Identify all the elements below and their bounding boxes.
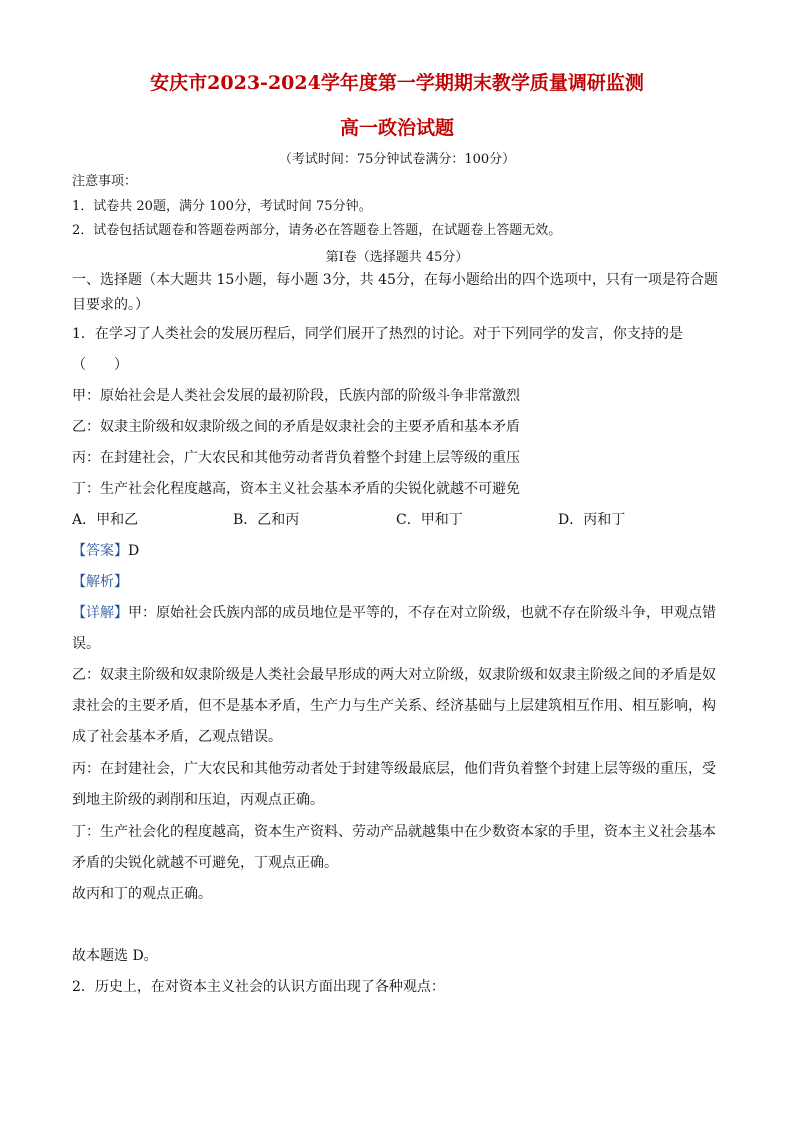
question-1-blank: （ ）: [72, 357, 128, 373]
detail-line: 矛盾的尖锐化就越不可避免，丁观点正确。: [72, 855, 338, 871]
answer-line: [72, 541, 139, 561]
answer-tag: 【答案】: [72, 543, 128, 559]
question-1-stem: 1．在学习了人类社会的发展历程后，同学们展开了热烈的讨论。对于下列同学的发言，你支持的是: [72, 326, 683, 342]
answer-value: D: [128, 543, 140, 559]
statement-yi: 乙：奴隶主阶级和奴隶阶级之间的矛盾是奴隶社会的主要矛盾和基本矛盾: [72, 419, 520, 435]
detail-text: 甲：原始社会氏族内部的成员地位是平等的，不存在对立阶级，也就不存在阶级斗争，甲观点错: [128, 605, 716, 621]
detail-tag: 【详解】: [72, 605, 128, 621]
statement-bing: 丙：在封建社会，广大农民和其他劳动者背负着整个封建上层等级的重压: [72, 450, 520, 466]
detail-line: 丁：生产社会化的程度越高，资本生产资料、劳动产品就越集中在少数资本家的手里，资本主义社会基本: [72, 824, 716, 840]
analysis-tag: 【解析】: [72, 574, 128, 590]
conclusion: 故本题选 D。: [72, 948, 158, 964]
option-c: C．甲和丁: [396, 512, 463, 528]
detail-line: 乙：奴隶主阶级和奴隶阶级是人类社会最早形成的两大对立阶级，奴隶阶级和奴隶主阶级之间的矛盾是奴: [72, 667, 716, 683]
detail-line: 误。: [72, 636, 100, 652]
option-a: A．甲和乙: [72, 512, 139, 528]
detail-line: 到地主阶级的剥削和压迫，丙观点正确。: [72, 792, 324, 808]
notice-item: 1．试卷共 20题，满分 100分，考试时间 75分钟。: [72, 199, 372, 214]
statement-jia: 甲：原始社会是人类社会发展的最初阶段，氏族内部的阶级斗争非常激烈: [72, 388, 520, 404]
statement-ding: 丁：生产社会化程度越高，资本主义社会基本矛盾的尖锐化就越不可避免: [72, 481, 520, 497]
notice-item: 2．试卷包括试题卷和答题卷两部分，请务必在答题卷上答题，在试题卷上答题无效。: [72, 223, 562, 238]
exam-subject: 高一政治试题: [339, 117, 454, 139]
detail-line: 丙：在封建社会，广大农民和其他劳动者处于封建等级最底层，他们背负着整个封建上层等级的重压，受: [72, 761, 716, 777]
detail-line: 成了社会基本矛盾，乙观点错误。: [72, 729, 282, 745]
detail-line: 隶社会的主要矛盾，但不是基本矛盾，生产力与生产关系、经济基础与上层建筑相互作用、相互影响，构: [72, 698, 716, 714]
detail-line: 故丙和丁的观点正确。: [72, 886, 212, 902]
exam-info: （考试时间：75分钟试卷满分：100分）: [278, 152, 516, 167]
option-b: B．乙和丙: [233, 512, 300, 528]
option-d: D．丙和丁: [558, 512, 626, 528]
question-2-stem: 2．历史上，在对资本主义社会的认识方面出现了各种观点：: [72, 979, 445, 995]
section-instruction: 目要求的。）: [72, 297, 149, 313]
section-instruction: 一、选择题（本大题共 15小题，每小题 3分，共 45分，在每小题给出的四个选项中，只有一项是符合题: [72, 272, 718, 288]
exam-title: 安庆市2023-2024学年度第一学期期末教学质量调研监测: [150, 72, 644, 94]
detail-line: [72, 603, 716, 623]
section-title: 第Ⅰ卷（选择题共 45分）: [325, 250, 469, 265]
notice-heading: 注意事项：: [72, 174, 138, 189]
